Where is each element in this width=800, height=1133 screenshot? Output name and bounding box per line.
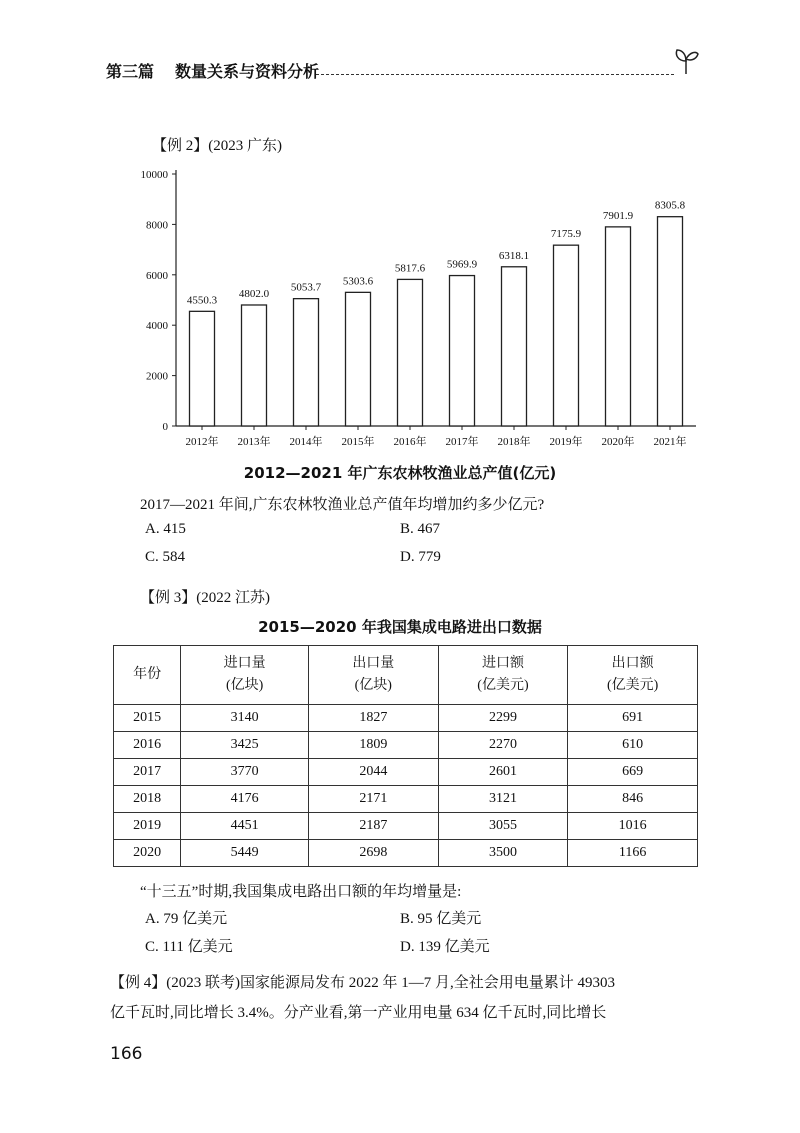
bar (606, 227, 631, 426)
example-3-question: “十三五”时期,我国集成电路出口额的年均增量是: (140, 884, 462, 900)
table-cell: 610 (568, 732, 698, 759)
y-tick-label: 0 (162, 421, 168, 433)
bar (190, 311, 215, 426)
bar-value-label: 5053.7 (290, 281, 322, 294)
bar (554, 245, 579, 426)
table-cell: 1827 (308, 705, 438, 732)
y-tick-label: 8000 (146, 219, 168, 232)
table-cell: 2698 (308, 840, 438, 867)
bar-value-label: 4550.3 (186, 294, 218, 307)
table-cell: 2171 (308, 786, 438, 813)
table-cell: 1809 (308, 732, 438, 759)
table-cell: 3425 (181, 732, 309, 759)
table-cell: 1166 (568, 840, 698, 867)
bar (346, 292, 371, 426)
x-tick-label: 2018年 (497, 436, 531, 448)
bar (450, 276, 475, 426)
page-number: 166 (110, 1044, 143, 1064)
example-3-option-b: B. 95 亿美元 (400, 911, 482, 927)
bar-value-label: 4802.0 (238, 287, 270, 300)
table-cell: 691 (568, 705, 698, 732)
bar (398, 279, 423, 426)
bar (294, 299, 319, 426)
table-header-export-volume: 出口量 (亿块) (308, 646, 438, 705)
example-2-option-b: B. 467 (400, 521, 441, 537)
table-cell: 4451 (181, 813, 309, 840)
y-tick-label: 2000 (146, 370, 168, 383)
example-2-option-d: D. 779 (400, 549, 441, 565)
table-row (114, 786, 698, 813)
table-header-import-value: 进口额 (亿美元) (438, 646, 568, 705)
example-4-line-1: 【例 4】(2023 联考)国家能源局发布 2022 年 1—7 月,全社会用电量累计 49303 (110, 975, 615, 991)
table-cell: 2019 (114, 813, 181, 840)
table-header-row (114, 646, 698, 705)
y-tick-label: 6000 (146, 269, 168, 282)
example-3-label: 【例 3】(2022 江苏) (140, 590, 270, 606)
table-row (114, 840, 698, 867)
table-row (114, 813, 698, 840)
bar-chart (120, 160, 700, 460)
bar-value-label: 5303.6 (342, 275, 374, 288)
bar-value-label: 8305.8 (654, 199, 686, 212)
table-cell: 2270 (438, 732, 568, 759)
table-cell: 3140 (181, 705, 309, 732)
example-2-option-c: C. 584 (145, 549, 186, 565)
x-tick-label: 2013年 (237, 436, 271, 448)
x-tick-label: 2021年 (653, 436, 687, 448)
table-cell: 2018 (114, 786, 181, 813)
table-cell: 2044 (308, 759, 438, 786)
bar (502, 267, 527, 426)
table-row (114, 732, 698, 759)
table-cell: 5449 (181, 840, 309, 867)
table-row (114, 705, 698, 732)
bar (658, 217, 683, 426)
table-header-export-value: 出口额 (亿美元) (568, 646, 698, 705)
x-tick-label: 2012年 (185, 436, 219, 448)
sprout-icon (672, 46, 700, 76)
header-divider (316, 74, 674, 75)
example-3-option-c: C. 111 亿美元 (145, 939, 233, 955)
bar-value-label: 7175.9 (550, 228, 582, 241)
table-row (114, 759, 698, 786)
x-tick-label: 2014年 (289, 436, 323, 448)
table-cell: 1016 (568, 813, 698, 840)
table-cell: 4176 (181, 786, 309, 813)
table-header-year: 年份 (114, 646, 181, 705)
bar-value-label: 7901.9 (602, 209, 634, 222)
data-table (113, 645, 698, 867)
table-cell: 2601 (438, 759, 568, 786)
x-tick-label: 2017年 (445, 436, 479, 448)
example-2-label: 【例 2】(2023 广东) (152, 138, 282, 154)
x-tick-label: 2020年 (601, 436, 635, 448)
y-tick-label: 10000 (140, 169, 168, 181)
bar (242, 305, 267, 426)
header-title: 数量关系与资料分析 (175, 62, 320, 81)
table-cell: 3055 (438, 813, 568, 840)
example-4-paragraph (110, 968, 710, 1028)
table-cell: 2015 (114, 705, 181, 732)
x-tick-label: 2019年 (549, 436, 583, 448)
x-tick-label: 2015年 (341, 436, 375, 448)
example-2-option-a: A. 415 (145, 521, 186, 537)
table-header-import-volume: 进口量 (亿块) (181, 646, 309, 705)
example-3-option-d: D. 139 亿美元 (400, 939, 490, 955)
table-title: 2015—2020 年我国集成电路进出口数据 (258, 618, 542, 636)
header-section: 第三篇 (106, 62, 155, 81)
bar-value-label: 5817.6 (394, 262, 426, 275)
example-3-option-a: A. 79 亿美元 (145, 911, 228, 927)
table-cell: 2020 (114, 840, 181, 867)
chart-title: 2012—2021 年广东农林牧渔业总产值(亿元) (243, 464, 557, 482)
table-cell: 3121 (438, 786, 568, 813)
table-cell: 2017 (114, 759, 181, 786)
table-cell: 846 (568, 786, 698, 813)
bar-value-label: 5969.9 (446, 258, 478, 271)
table-cell: 3770 (181, 759, 309, 786)
y-tick-label: 4000 (146, 320, 168, 333)
bar-value-label: 6318.1 (498, 249, 530, 262)
example-4-line-2: 亿千瓦时,同比增长 3.4%。分产业看,第一产业用电量 634 亿千瓦时,同比增长 (110, 1005, 607, 1021)
example-2-question: 2017—2021 年间,广东农林牧渔业总产值年均增加约多少亿元? (140, 497, 545, 513)
x-tick-label: 2016年 (393, 436, 427, 448)
table-cell: 2016 (114, 732, 181, 759)
table-cell: 2187 (308, 813, 438, 840)
table-cell: 3500 (438, 840, 568, 867)
table-cell: 669 (568, 759, 698, 786)
table-cell: 2299 (438, 705, 568, 732)
